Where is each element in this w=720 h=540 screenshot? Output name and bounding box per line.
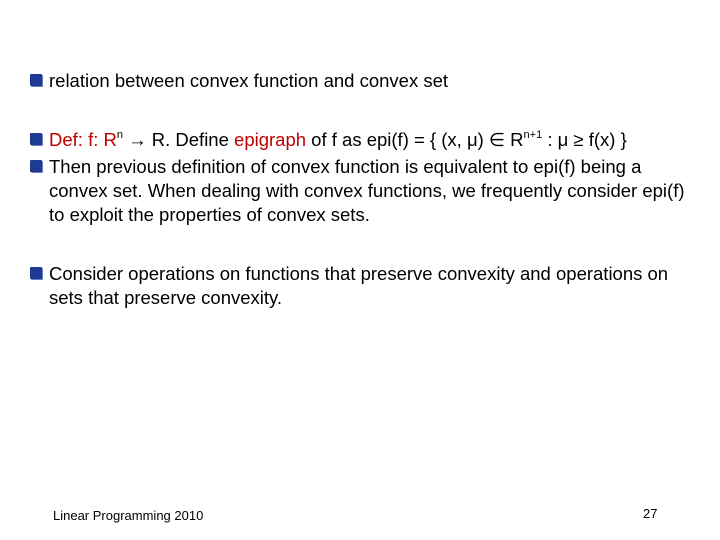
superscript-n: n xyxy=(116,128,123,141)
page-number: 27 xyxy=(643,506,658,521)
bullet-text: relation between convex function and convex set xyxy=(49,70,449,91)
square-bullet-icon xyxy=(30,133,42,145)
superscript-n-plus-1: n+1 xyxy=(523,128,543,141)
square-bullet-icon xyxy=(30,74,42,86)
def-label: Def: f: R xyxy=(49,129,117,150)
bullet-text: Then previous definition of convex function is equivalent to epi(f) being a convex set. When dealing with convex functions, we frequently consider epi(f) to exploit the properties of convex sets. xyxy=(49,156,685,225)
bullet-item-operations xyxy=(30,262,700,310)
def-rest-1: of f as epi(f) = { (x, μ) ∈ R xyxy=(306,129,524,150)
def-rest-2: : μ ≥ f(x) } xyxy=(542,129,627,150)
epigraph-term: epigraph xyxy=(234,129,307,150)
footer-course: Linear Programming 2010 xyxy=(53,508,204,523)
bullet-item-relation xyxy=(30,69,700,93)
bullet-item-equivalence xyxy=(30,155,700,227)
square-bullet-icon xyxy=(30,160,42,172)
bullet-text: Consider operations on functions that preserve convexity and operations on sets that preserve convexity. xyxy=(49,263,669,308)
def-arrow: → R. Define xyxy=(122,129,235,150)
definition-text xyxy=(49,128,700,152)
square-bullet-icon xyxy=(30,267,42,279)
bullet-item-definition xyxy=(30,128,700,152)
